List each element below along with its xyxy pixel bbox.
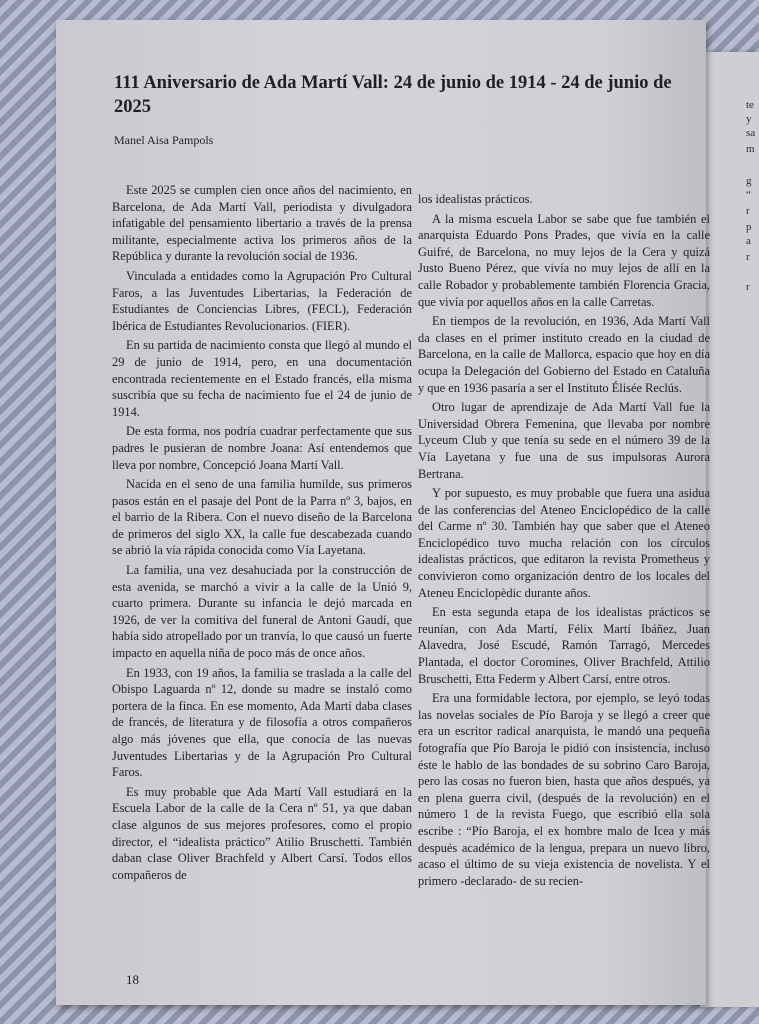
paragraph: Es muy probable que Ada Martí Vall estudiará en la Escuela Labor de la calle de la Cera nº 51, ya que daban clase algunos de sus mejores profesores, como el propio director, el “idealista práctico” Atilio Bruschetti. También daban clase Oliver Brachfeld y Albert Carsí. Todos ellos compañeros de — [112, 784, 412, 882]
adjacent-page-text: r — [746, 251, 750, 263]
adjacent-page-text: te — [746, 99, 754, 111]
adjacent-page-text: r — [746, 205, 750, 217]
adjacent-page-text: m — [746, 143, 755, 155]
adjacent-page-text: p — [746, 221, 752, 233]
right-column — [418, 191, 710, 892]
paragraph: A la misma escuela Labor se sabe que fue también el anarquista Eduardo Pons Prades, que vivía en la calle Guifré, de Barcelona, no muy lejos de la Cera y quizá Justo Bueno Pérez, que vivía no muy lejos de allí en la calle Robador y probablemente también Florencia Gracia, que vivía por aquellos años en la calle Carretas. — [418, 211, 710, 309]
adjacent-page-text: a — [746, 235, 751, 247]
paragraph: Nacida en el seno de una familia humilde, sus primeros pasos están en el pasaje del Pont de la Parra nº 3, bajos, en el barrio de la Ribera. Con el nuevo diseño de la Barcelona de primeros del siglo XX, la calle fue descabezada cuando se abrió la vía rápida conocida como Vía Layetana. — [112, 477, 412, 558]
paragraph: En esta segunda etapa de los idealistas prácticos se reunían, con Ada Martí, Félix Martí Ibáñez, Juan Alavedra, José Escudé, Ramón Tarragó, Mercedes Plantada, el doctor Coromines, Oliver Brachfeld, Attilio Bruschetti, Etta Federm y Albert Carsí, entre otros. — [418, 605, 710, 686]
adjacent-page-text: r — [746, 281, 750, 293]
adjacent-page-text: sa — [746, 127, 756, 139]
adjacent-page-text: g — [746, 175, 752, 187]
paragraph: Otro lugar de aprendizaje de Ada Martí Vall fue la Universidad Obrera Femenina, que llevaba por nombre Lyceum Club y que tenía su sede en el número 39 de la Vía Layetana y fue una de sus impulsoras Aurora Bertrana. — [418, 400, 710, 481]
adjacent-page-text: “ — [746, 189, 751, 201]
paragraph: La familia, una vez desahuciada por la construcción de esta avenida, se marchó a vivir a la calle de la Unió 9, cuarto primera. Durante su infancia le dejó marcada en 1926, de ver la comitiva del funeral de Antoni Gaudí, que había sido atropellado por un tranvía, lo que causó un fuerte impacto en aquella niña de poco más de once años. — [112, 563, 412, 661]
article-title: 111 Aniversario de Ada Martí Vall: 24 de junio de 1914 - 24 de junio de 2025 — [114, 73, 672, 117]
paragraph-continuation: los idealistas prácticos. — [418, 192, 533, 206]
adjacent-page-text: y — [746, 113, 752, 125]
page-number: 18 — [126, 972, 139, 987]
paragraph: En 1933, con 19 años, la familia se traslada a la calle del Obispo Laguarda nº 12, donde su madre se instaló como portera de la finca. En ese momento, Ada Martí daba clases de francés, de literatura y de filosofía a otros compañeros algo más jóvenes que ella, que conocía de las nuevas Juventudes Libertarias y de la Agrupación Pro Cultural Faros. — [112, 665, 412, 780]
paragraph: Era una formidable lectora, por ejemplo, se leyó todas las novelas sociales de Pío Baroja y se llegó a creer que era un escritor radical anarquista, le mandó una pequeña fotografía que Pío Baroja le pidió con insistencia, incluso éste le hablo de las bondades de su sobrino Caro Baroja, pero las cosas no fueron bien, hasta que años después, ya en plena guerra civil, (después de la revolución) en el número 1 de la revista Fuego, que escribió ella sola escribe : “Pío Baroja, el ex hombre malo de Icea y más después académico de la lengua, prepara un nuevo libro, acaso el último de su vieja existencia de novelista. Y el primero -declarado- de su recien- — [418, 691, 710, 888]
paragraph: En su partida de nacimiento consta que llegó al mundo el 29 de junio de 1914, pero, en una documentación encontrada recientemente en el Estado francés, ella misma suscribía que su fecha de nacimiento fue el 24 de junio de 1914. — [112, 338, 412, 419]
left-column — [112, 182, 412, 886]
paragraph: De esta forma, nos podría cuadrar perfectamente que sus padres le pusieran de nombre Joana: Así entendemos que lleva por nombre, Concepció Joana Martí Vall. — [112, 424, 412, 472]
paragraph: En tiempos de la revolución, en 1936, Ada Martí Vall da clases en el primer instituto creado en la ciudad de Barcelona, en la calle de Mallorca, espacio que hoy en día ocupa la Delegación del Gobierno del Estado en Cataluña y que en 1936 pasaría a ser el Instituto Élisée Reclús. — [418, 314, 710, 395]
paragraph: Y por supuesto, es muy probable que fuera una asidua de las conferencias del Ateneo Enciclopédico de la calle del Carme nº 30. También hay que saber que el Ateneo Enciclopédico tuvo mucha relación con los círculos idealistas prácticos, que editaron la revista Prometheus y convivieron como organización dentro de los locales del Ateneu Enciclopèdic durante años. — [418, 486, 710, 600]
paragraph: Este 2025 se cumplen cien once años del nacimiento, en Barcelona, de Ada Martí Vall, periodista y divulgadora infatigable del pensamiento libertario a través de la prensa militante, especialmente activa los primeros años de la República y durante la revolución social de 1936. — [112, 183, 412, 264]
document-page — [56, 20, 710, 1005]
paragraph: Vinculada a entidades como la Agrupación Pro Cultural Faros, a las Juventudes Libertarias, la Federación de Estudiantes de Conciencias Libres, (FECL), Federación Ibérica de Estudiantes Revolucionarios. (FIER). — [112, 268, 412, 333]
article-author: Manel Aisa Pampols — [114, 133, 214, 147]
